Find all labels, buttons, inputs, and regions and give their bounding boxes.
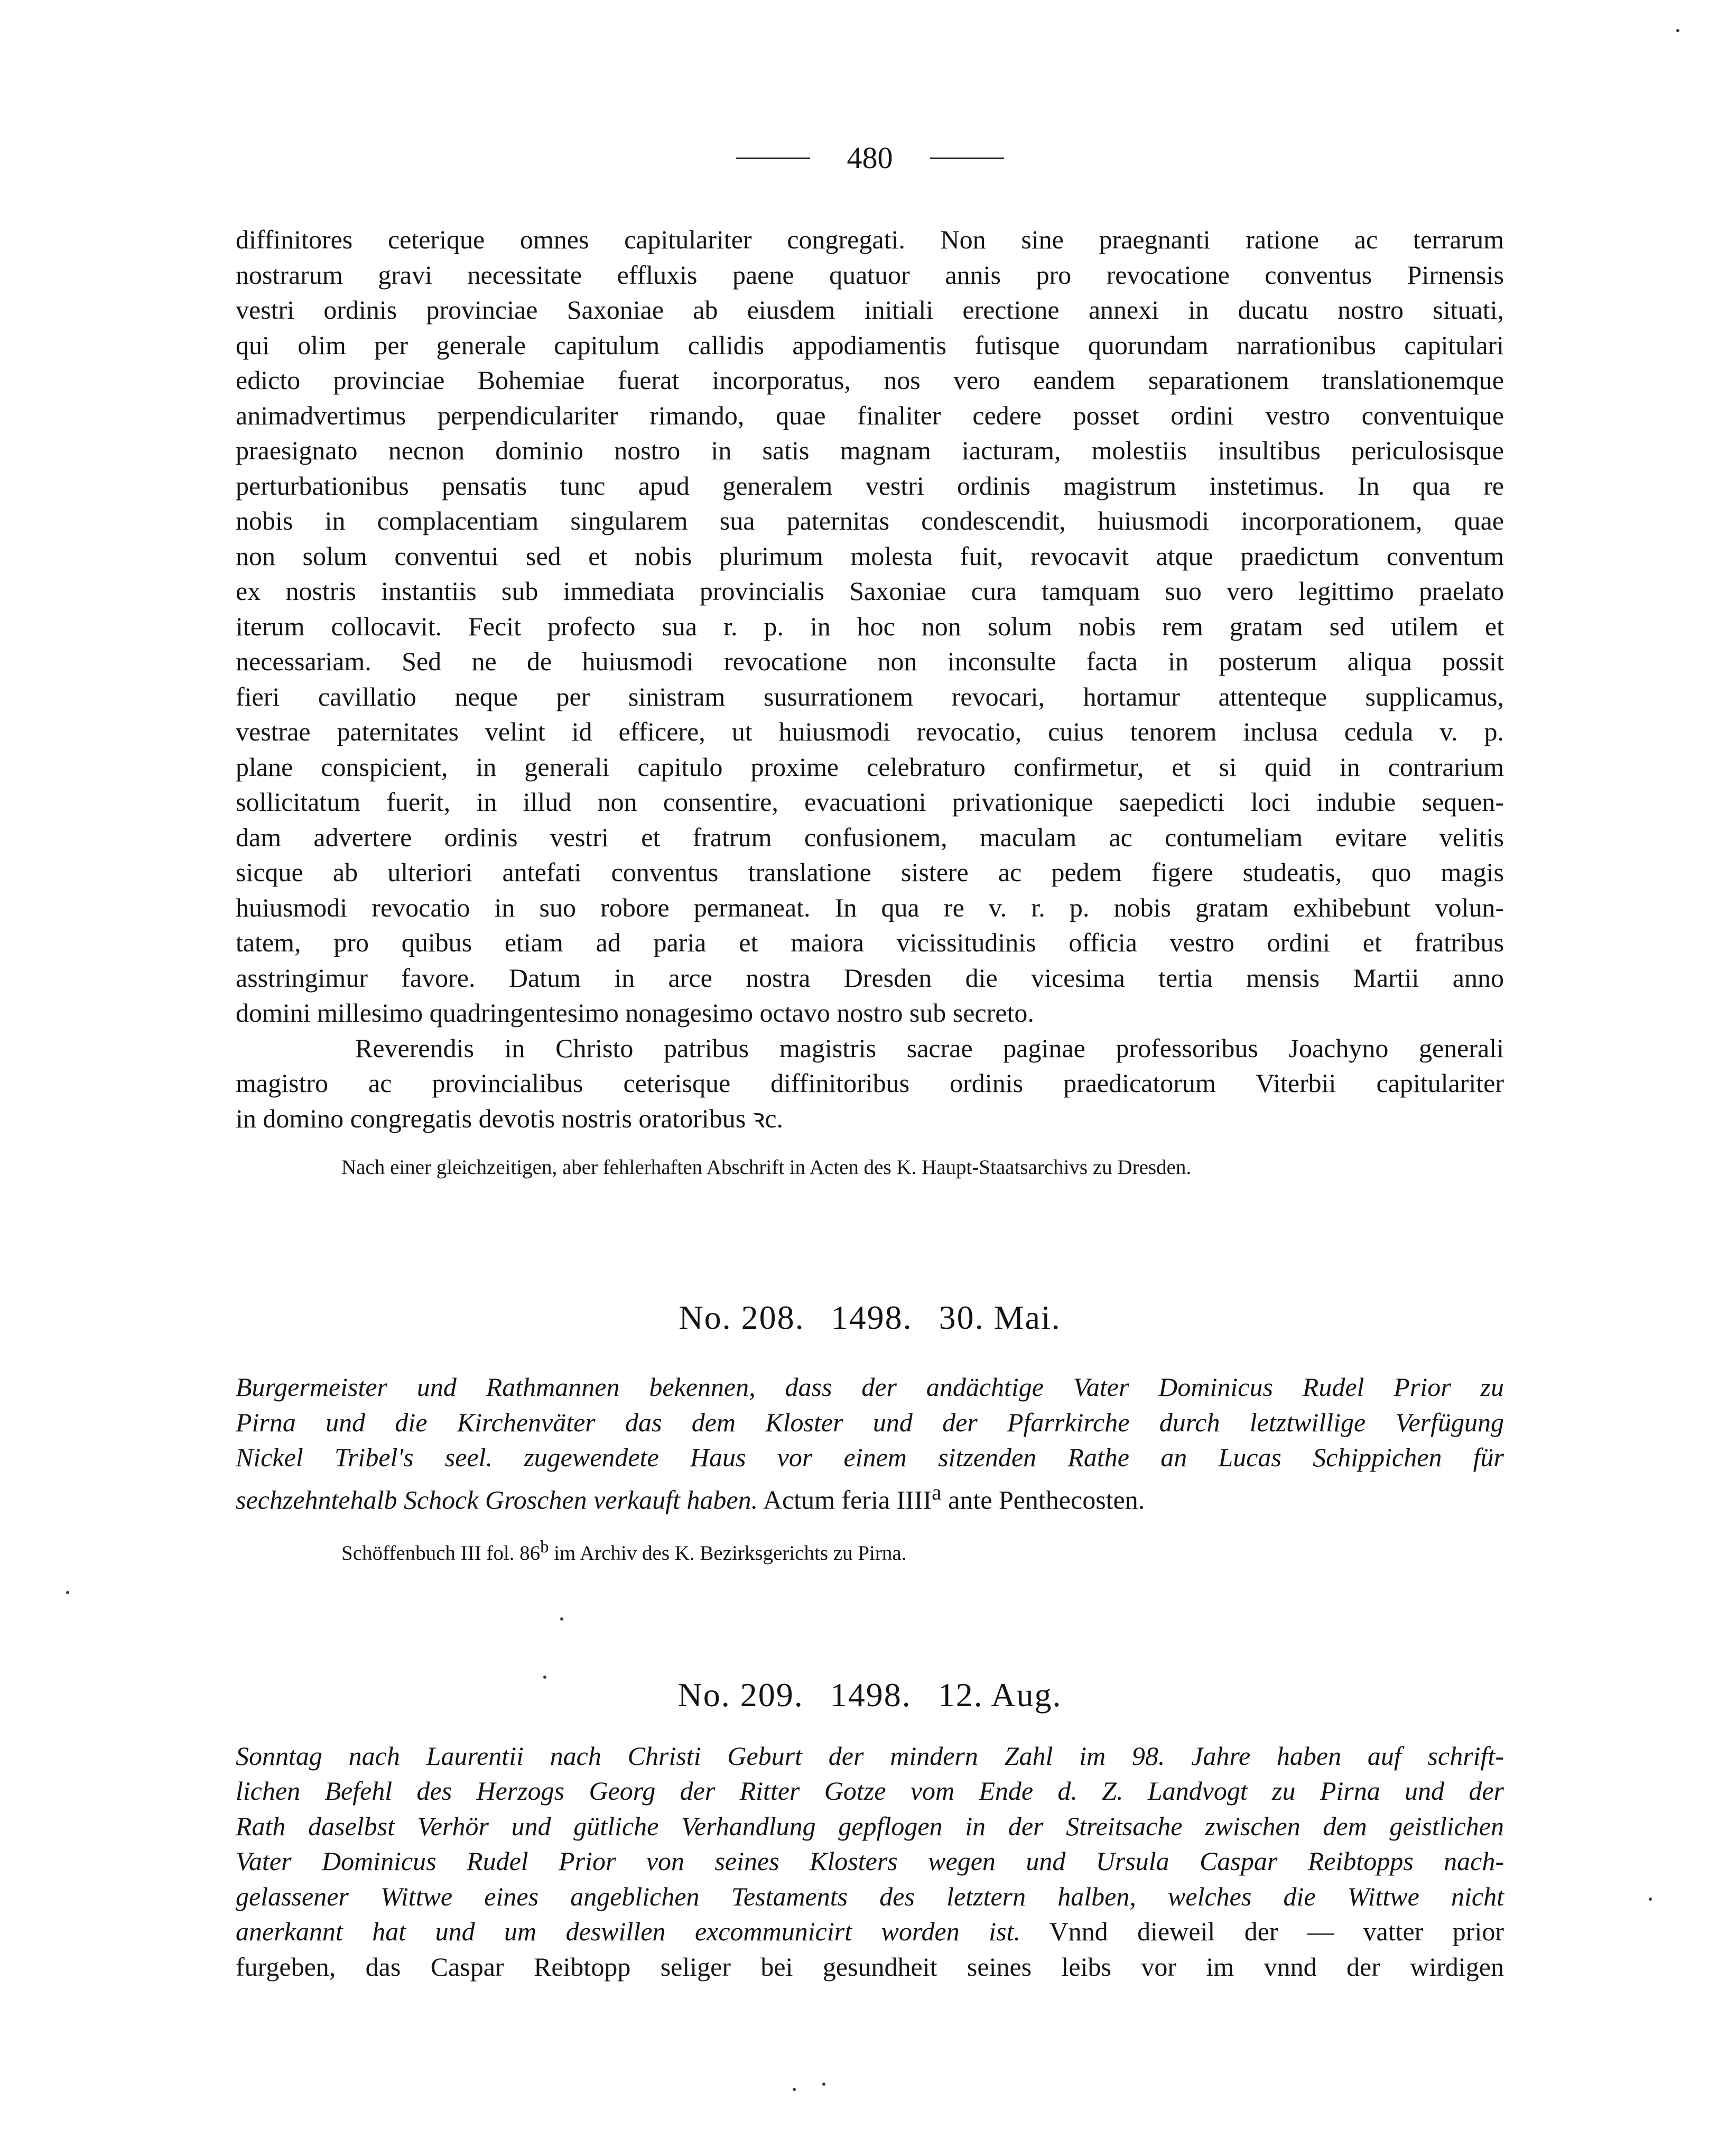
text-line: diffinitores ceterique omnes capitulariter congregati. Non sine praegnanti ratione ac terrarum [236,225,1504,254]
text-line: animadvertimus perpendiculariter rimando, quae finaliter cedere posset ordini vestro conventuique [236,400,1504,430]
text-line: sicque ab ulteriori antefati conventus translatione sistere ac pedem figere studeatis, quo magis [236,857,1504,887]
summary-line [236,1914,1504,1949]
text-line: fieri cavillatio neque per sinistram susurrationem revocari, hortamur attenteque supplicamus, [236,681,1504,711]
source-text: Schöffenbuch III fol. 86 [341,1541,541,1565]
scan-speck [822,2083,825,2086]
page-number: 480 [847,141,893,175]
document-year: 1498. [830,1676,912,1714]
document-heading-209 [236,1678,1504,1712]
summary-line [236,1475,1504,1517]
document-year: 1498. [831,1299,913,1336]
summary-line: gelassener Wittwe eines angeblichen Testaments des letztern halben, welches die Wittwe nicht [236,1881,1504,1911]
summary-line: Nickel Tribel's seel. zugewendete Haus vor einem sitzenden Rathe an Lucas Schippichen für [236,1442,1504,1472]
header-rule-right [930,158,1004,159]
address-line: Reverendis in Christo patribus magistris sacrae paginae professoribus Joachyno generali [355,1033,1504,1063]
summary-italic: anerkannt hat und um deswillen excommunicirt worden ist. [236,1917,1020,1947]
source-text: im Archiv des K. Bezirksgerichts zu Pirna. [549,1541,907,1565]
document-date: 12. Aug. [937,1676,1062,1714]
scan-speck [66,1591,69,1594]
document-summary-209 [236,1738,1504,1985]
source-note [236,1533,1504,1567]
text-line: vestrae paternitates velint id efficere, ut huiusmodi revocatio, cuius tenorem inclusa cedula v. p. [236,717,1504,746]
text-line: asstringimur favore. Datum in arce nostra Dresden die vicesima tertia mensis Martii anno [236,963,1504,993]
text-line: ex nostris instantiis sub immediata provincialis Saxoniae cura tamquam suo vero legittimo praelato [236,576,1504,606]
document-heading-208 [236,1301,1504,1335]
text-line: perturbationibus pensatis tunc apud generalem vestri ordinis magistrum instetimus. In qua re [236,470,1504,501]
summary-line: Vater Dominicus Rudel Prior von seines Klosters wegen und Ursula Caspar Reibtopps nach- [236,1846,1504,1876]
superscript: b [540,1537,549,1557]
summary-line: Sonntag nach Laurentii nach Christi Geburt der mindern Zahl im 98. Jahre haben auf schrift- [236,1741,1504,1771]
summary-italic: sechzehntehalb Schock Groschen verkauft haben. [236,1485,758,1515]
document-text: Vnnd dieweil der — vatter prior [1020,1917,1504,1947]
text-line: necessariam. Sed ne de huiusmodi revocatione non inconsulte facta in posterum aliqua possit [236,646,1504,676]
text-line: edicto provinciae Bohemiae fuerat incorporatus, nos vero eandem separationem translationemque [236,365,1504,395]
text-line: non solum conventui sed et nobis plurimum molesta fuit, revocavit atque praedictum conventum [236,541,1504,571]
text-line: nobis in complacentiam singularem sua paternitas condescendit, huiusmodi incorporationem, quae [236,506,1504,535]
text-line: plane conspicient, in generali capitulo proxime celebraturo confirmetur, et si quid in contrarium [236,752,1504,782]
address-line: in domino congregatis devotis nostris oratoribus ꝛc. [236,1103,784,1133]
text-line: praesignato necnon dominio nostro in satis magnam iacturam, molestiis insultibus periculosisque [236,436,1504,465]
scan-speck [1676,29,1679,32]
address-line: magistro ac provincialibus ceterisque diffinitoribus ordinis praedicatorum Viterbii capitulariter [236,1068,1504,1098]
text-line: iterum collocavit. Fecit profecto sua r. p. in hoc non solum nobis rem gratam sed utilem et [236,611,1504,641]
page-header [236,143,1504,173]
page [236,143,1504,1984]
document-date: 30. Mai. [939,1299,1061,1336]
summary-line: Pirna und die Kirchenväter das dem Kloster und der Pfarrkirche durch letztwillige Verfügung [236,1407,1504,1437]
text-line: tatem, pro quibus etiam ad paria et maiora vicissitudinis officia vestro ordini et fratribus [236,928,1504,957]
document-number: No. 209. [677,1676,804,1714]
document-number: No. 208. [679,1299,805,1336]
text-line: huiusmodi revocatio in suo robore permaneat. In qua re v. r. p. nobis gratam exhibebunt volun- [236,892,1504,922]
scan-speck [1649,1898,1652,1901]
source-note: Nach einer gleichzeitigen, aber fehlerhaften Abschrift in Acten des K. Haupt-Staatsarchivs zu Dresden. [341,1156,1192,1179]
text-line: dam advertere ordinis vestri et fratrum confusionem, maculam ac contumeliam evitare velitis [236,822,1504,852]
text-line: qui olim per generale capitulum callidis appodiamentis futisque quorundam narrationibus capitulari [236,330,1504,360]
text-line: nostrarum gravi necessitate effluxis paene quatuor annis pro revocatione conventus Pirnensis [236,260,1504,290]
summary-dating-end: ante Penthecosten. [941,1485,1145,1515]
text-line: domini millesimo quadringentesimo nonagesimo octavo nostro sub secreto. [236,998,1034,1028]
summary-line: Burgermeister und Rathmannen bekennen, dass der andächtige Vater Dominicus Rudel Prior zu [236,1372,1504,1402]
summary-dating: Actum feria IIII [763,1485,932,1515]
summary-line: lichen Befehl des Herzogs Georg der Ritter Gotze vom Ende d. Z. Landvogt zu Pirna und der [236,1776,1504,1806]
summary-line: Rath daselbst Verhör und gütliche Verhandlung gepflogen in der Streitsache zwischen dem geistlichen [236,1811,1504,1841]
document-text-line: furgeben, das Caspar Reibtopp seliger bei gesundheit seines leibs vor im vnnd der wirdigen [236,1951,1504,1982]
letter-body [236,222,1504,1031]
document-summary-208 [236,1370,1504,1517]
header-rule-left [736,158,810,159]
text-line: vestri ordinis provinciae Saxoniae ab eiusdem initiali erectione annexi in ducatu nostro situati, [236,295,1504,325]
letter-address [236,1031,1504,1136]
superscript: a [932,1480,942,1505]
scan-speck [793,2088,796,2091]
text-line: sollicitatum fuerit, in illud non consentire, evacuationi privationique saepedicti loci indubie sequen- [236,787,1504,817]
